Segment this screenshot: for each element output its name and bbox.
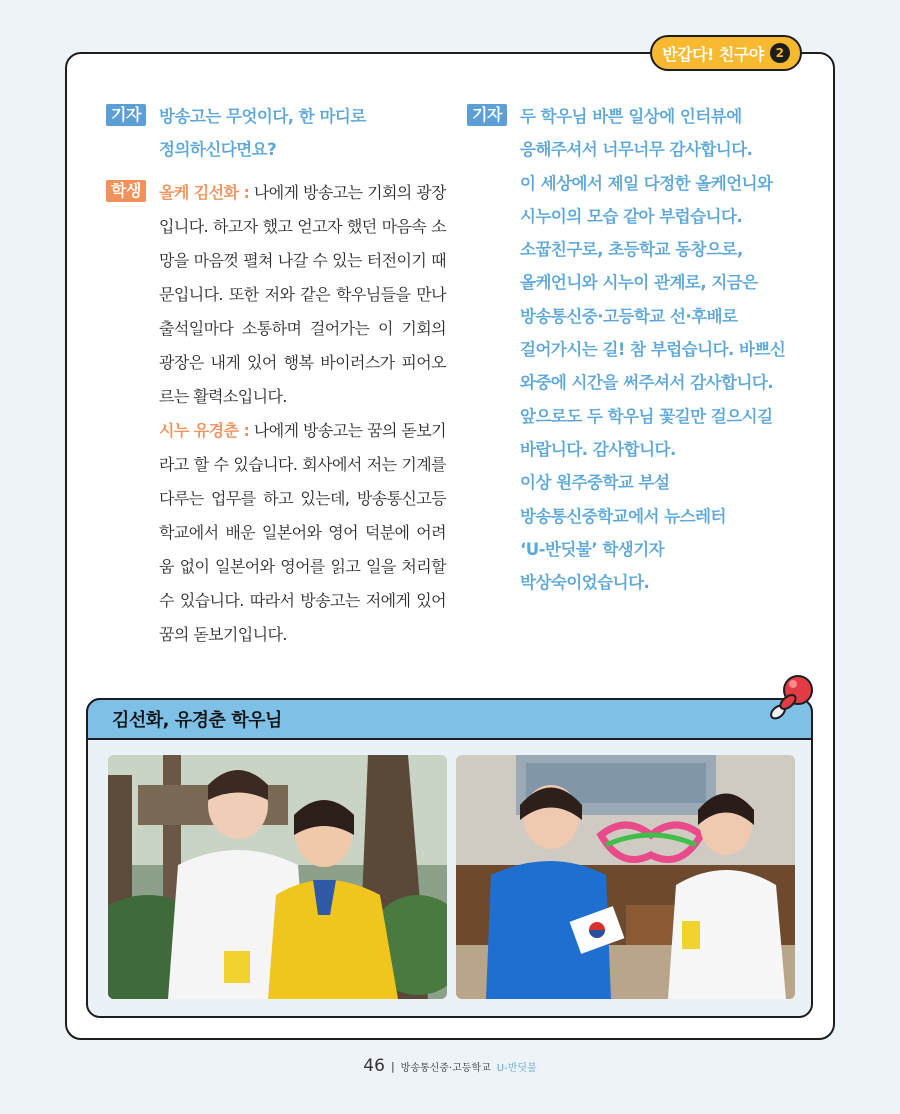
question-block: [106, 100, 446, 166]
photo-indoor: [456, 755, 795, 999]
photo-outdoor-image: [108, 755, 447, 999]
answer-2: [159, 414, 446, 652]
closing-line: 두 학우님 바쁜 일상에 인터뷰에: [520, 107, 742, 126]
closing-line: 앞으로도 두 학우님 꽃길만 걸으시길: [520, 406, 773, 426]
footer-school: 방송통신중·고등학교: [400, 1062, 491, 1074]
student-tag: 학생: [106, 180, 146, 202]
section-title: 반갑다! 친구야: [662, 44, 764, 64]
closing-line: 방송통신중학교에서 뉴스레터: [520, 506, 726, 526]
interview-left-column: [106, 100, 446, 652]
closing-line: 이상 원주중학교 부설: [520, 473, 670, 493]
interview-right-column: [467, 100, 797, 599]
closing-line: 응해주셔서 너무너무 감사합니다.: [520, 140, 753, 160]
page-number: 46: [363, 1056, 385, 1076]
answer-1: [159, 176, 446, 414]
reporter-tag-closing: 기자: [467, 104, 507, 126]
closing-block: [467, 100, 797, 599]
footer-publication: U-반딧불: [496, 1062, 537, 1074]
speaker-kim: 올케 김선화 :: [159, 183, 250, 202]
closing-line: 박상숙이었습니다.: [520, 573, 650, 593]
closing-line: 걸어가시는 길! 참 부럽습니다. 바쁘신: [520, 340, 786, 360]
reporter-tag: 기자: [106, 104, 146, 126]
page-footer: [0, 1056, 900, 1076]
closing-line: 소꿉친구로, 초등학교 동창으로,: [520, 240, 743, 260]
answer-block: [106, 176, 446, 652]
footer-separator: |: [390, 1059, 395, 1073]
photo-outdoor: [108, 755, 447, 999]
section-number-badge: 2: [770, 43, 790, 63]
pushpin-icon: [762, 670, 818, 726]
photo-title: 김선화, 유경춘 학우님: [112, 710, 282, 731]
closing-line: 방송통신중·고등학교 선·후배로: [520, 306, 738, 326]
photo-indoor-image: [456, 755, 795, 999]
closing-line: 이 세상에서 제일 다정한 올케언니와: [520, 173, 773, 193]
photo-box: [86, 698, 813, 1018]
closing-line: 와중에 시간을 써주셔서 감사합니다.: [520, 373, 774, 393]
closing-line: 올케언니와 시누이 관계로, 지금은: [520, 273, 758, 293]
question-line-2: 정의하신다면요?: [159, 140, 277, 159]
speaker-yoo: 시누 유경춘 :: [159, 421, 250, 440]
answer-2-text: 나에게 방송고는 꿈의 돋보기라고 할 수 있습니다. 회사에서 저는 기계를 다루는 업무를 하고 있는데, 방송통신고등학교에서 배운 일본어와 영어 덕분에 어려움 없이 일본어와 영어를 읽고 일을 처리할 수 있습니다. 따라서 방송고는 저에게 있어 꿈의 돋보기입니다.: [159, 421, 446, 644]
photo-header: [86, 698, 813, 740]
closing-line: 바랍니다. 감사합니다.: [520, 439, 676, 459]
question-line-1: 방송고는 무엇이다, 한 마디로: [159, 107, 366, 126]
section-tab: [650, 35, 802, 71]
answer-1-text: 나에게 방송고는 기회의 광장입니다. 하고자 했고 얻고자 했던 마음속 소망을 마음껏 펼쳐 나갈 수 있는 터전이기 때문입니다. 또한 저와 같은 학우님들을 만나 출석일마다 소통하며 걸어가는 이 기회의 광장은 내게 있어 행복 바이러스가 피어오르는 활력소입니다.: [159, 183, 446, 406]
closing-line: ‘U-반딧불’ 학생기자: [520, 539, 665, 559]
closing-line: 시누이의 모습 같아 부럽습니다.: [520, 206, 743, 226]
